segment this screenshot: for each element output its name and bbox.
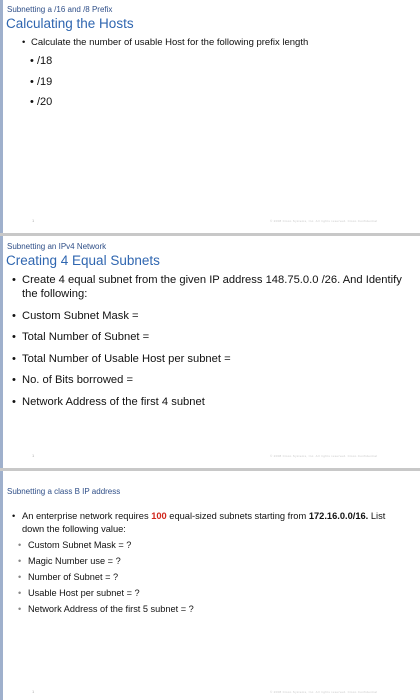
bullet-list	[22, 37, 308, 48]
bullet-icon: •	[12, 395, 16, 408]
prefix-list	[30, 55, 52, 117]
bullet-icon: •	[18, 540, 22, 550]
list-item	[12, 330, 402, 344]
slide-accent-bar	[0, 236, 3, 471]
bullet-list	[12, 273, 402, 417]
prefix-text: /18	[37, 55, 53, 67]
list-item	[18, 572, 194, 588]
bullet-list	[12, 510, 402, 536]
prefix-text: /20	[37, 96, 53, 108]
slide-accent-bar	[0, 0, 3, 236]
bullet-icon: •	[12, 511, 16, 521]
bullet-icon: •	[30, 75, 34, 88]
slide-kicker: Subnetting an IPv4 Network	[7, 242, 107, 251]
bullet-icon: •	[12, 331, 16, 344]
bullet-icon: •	[12, 309, 16, 322]
bullet-text: Total Number of Usable Host per subnet =	[22, 352, 231, 365]
slide-calculating-hosts	[0, 0, 420, 236]
slide-title: Calculating the Hosts	[6, 16, 134, 31]
lead-text-end: List down the following value:	[22, 511, 386, 534]
bullet-icon: •	[12, 374, 16, 387]
question-text: Custom Subnet Mask = ?	[28, 540, 132, 550]
bullet-icon: •	[18, 604, 22, 614]
bullet-text: No. of Bits borrowed =	[22, 374, 133, 387]
list-item	[18, 588, 194, 604]
slide-footer: © 2008 Cisco Systems, Inc. All rights reserved. Cisco Confidential	[270, 219, 378, 223]
bullet-icon: •	[18, 588, 22, 598]
list-item	[12, 273, 402, 301]
slide-footer: © 2008 Cisco Systems, Inc. All rights reserved. Cisco Confidential	[270, 690, 378, 694]
bullet-icon: •	[22, 37, 26, 48]
slide-page-number: 1	[32, 453, 35, 458]
bullet-text: Calculate the number of usable Host for the following prefix length	[31, 37, 309, 48]
bullet-icon: •	[18, 572, 22, 582]
prefix-text: /19	[37, 75, 53, 88]
slide-page-number: 1	[32, 689, 35, 694]
list-item	[18, 540, 194, 556]
slide-page-number: 1	[32, 218, 35, 223]
list-item	[12, 352, 402, 366]
list-item	[30, 55, 52, 76]
list-item	[30, 96, 52, 117]
question-text: Number of Subnet = ?	[28, 572, 119, 582]
bullet-text: Custom Subnet Mask =	[22, 309, 139, 322]
lead-text-start: An enterprise network requires	[22, 511, 152, 521]
bullet-icon: •	[12, 274, 16, 286]
bullet-icon: •	[30, 55, 34, 67]
slide-kicker: Subnetting a class B IP address	[7, 487, 121, 496]
bullet-text: Create 4 equal subnet from the given IP address 148.75.0.0 /26. And Identify the following:	[22, 274, 402, 300]
slide-accent-bar	[0, 471, 3, 700]
slide-kicker: Subnetting a /16 and /8 Prefix	[7, 5, 113, 14]
question-text: Network Address of the first 5 subnet = ?	[28, 604, 194, 614]
list-item	[18, 556, 194, 572]
slide-creating-subnets	[0, 236, 420, 471]
list-item	[30, 76, 52, 97]
question-list	[18, 540, 194, 620]
list-item	[18, 604, 194, 620]
subnet-count: 100	[151, 511, 167, 521]
slide-title: Creating 4 Equal Subnets	[6, 253, 160, 268]
list-item	[12, 510, 402, 536]
bullet-icon: •	[18, 556, 22, 566]
bullet-text: Total Number of Subnet =	[22, 331, 150, 344]
bullet-text	[22, 511, 385, 534]
network-address: 172.16.0.0/16.	[308, 511, 369, 521]
list-item	[12, 373, 402, 387]
bullet-icon: •	[30, 96, 34, 108]
bullet-icon: •	[12, 352, 16, 365]
question-text: Usable Host per subnet = ?	[28, 588, 140, 598]
lead-text-middle: equal-sized subnets starting from	[166, 511, 309, 521]
question-text: Magic Number use = ?	[28, 556, 121, 566]
list-item	[12, 309, 402, 323]
slide-footer: © 2008 Cisco Systems, Inc. All rights reserved. Cisco Confidential	[270, 454, 378, 458]
list-item	[12, 395, 402, 409]
list-item	[22, 37, 308, 48]
bullet-text: Network Address of the first 4 subnet	[22, 395, 205, 408]
slide-class-b-subnetting	[0, 471, 420, 700]
